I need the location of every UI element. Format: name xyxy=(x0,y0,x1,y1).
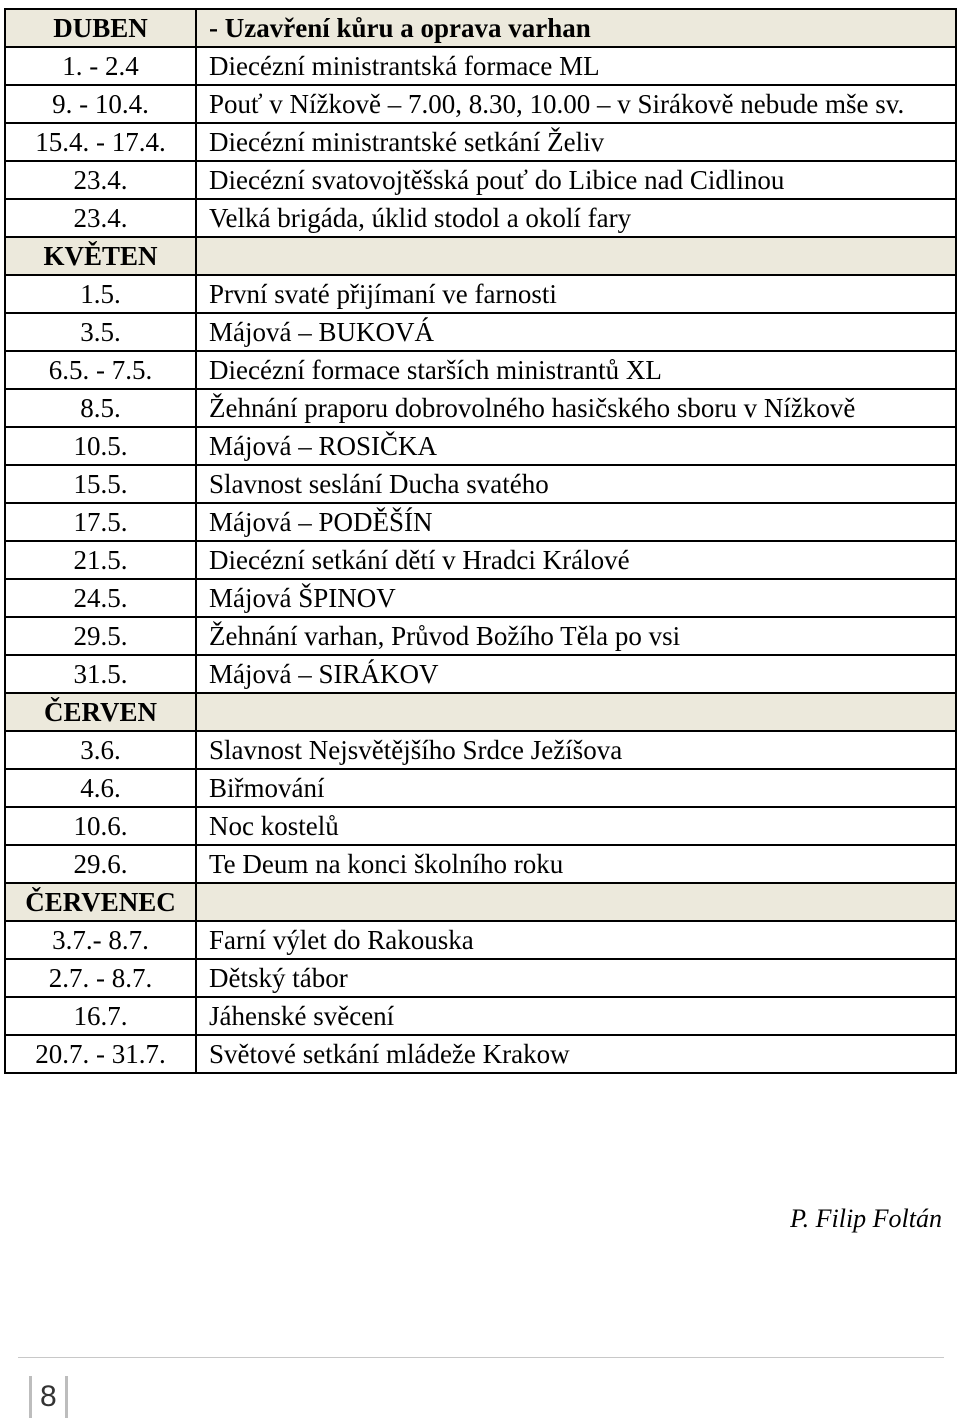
schedule-table xyxy=(4,8,957,1074)
month-note: - Uzavření kůru a oprava varhan xyxy=(196,9,956,47)
event-date: 15.5. xyxy=(5,465,196,503)
event-date: 2.7. - 8.7. xyxy=(5,959,196,997)
table-row xyxy=(5,275,956,313)
event-date: 17.5. xyxy=(5,503,196,541)
month-row xyxy=(5,237,956,275)
event-text: Noc kostelů xyxy=(196,807,956,845)
event-date: 21.5. xyxy=(5,541,196,579)
page-number: 8 xyxy=(29,1376,68,1418)
table-row xyxy=(5,389,956,427)
month-name: ČERVENEC xyxy=(5,883,196,921)
event-text: Májová ŠPINOV xyxy=(196,579,956,617)
event-date: 23.4. xyxy=(5,199,196,237)
event-text: Žehnání praporu dobrovolného hasičského sboru v Nížkově xyxy=(196,389,956,427)
event-date: 24.5. xyxy=(5,579,196,617)
event-text: Farní výlet do Rakouska xyxy=(196,921,956,959)
table-row xyxy=(5,85,956,123)
event-date: 23.4. xyxy=(5,161,196,199)
event-date: 29.6. xyxy=(5,845,196,883)
event-date: 10.5. xyxy=(5,427,196,465)
table-row xyxy=(5,465,956,503)
table-row xyxy=(5,731,956,769)
month-row xyxy=(5,9,956,47)
event-text: Slavnost Nejsvětějšího Srdce Ježíšova xyxy=(196,731,956,769)
event-date: 3.6. xyxy=(5,731,196,769)
event-text: První svaté přijímaní ve farnosti xyxy=(196,275,956,313)
event-date: 6.5. - 7.5. xyxy=(5,351,196,389)
event-date: 3.5. xyxy=(5,313,196,351)
table-row xyxy=(5,845,956,883)
signature: P. Filip Foltán xyxy=(790,1204,942,1233)
event-date: 4.6. xyxy=(5,769,196,807)
month-row xyxy=(5,883,956,921)
event-text: Májová – PODĚŠÍN xyxy=(196,503,956,541)
event-date: 16.7. xyxy=(5,997,196,1035)
event-date: 10.6. xyxy=(5,807,196,845)
table-row xyxy=(5,769,956,807)
event-text: Diecézní svatovojtěšská pouť do Libice nad Cidlinou xyxy=(196,161,956,199)
month-note xyxy=(196,237,956,275)
table-row xyxy=(5,541,956,579)
event-text: Světové setkání mládeže Krakow xyxy=(196,1035,956,1073)
table-row xyxy=(5,427,956,465)
event-date: 20.7. - 31.7. xyxy=(5,1035,196,1073)
event-text: Te Deum na konci školního roku xyxy=(196,845,956,883)
event-text: Biřmování xyxy=(196,769,956,807)
table-row xyxy=(5,617,956,655)
month-name: DUBEN xyxy=(5,9,196,47)
month-note xyxy=(196,693,956,731)
month-row xyxy=(5,693,956,731)
table-row xyxy=(5,47,956,85)
table-row xyxy=(5,655,956,693)
table-row xyxy=(5,921,956,959)
event-date: 1.5. xyxy=(5,275,196,313)
event-text: Žehnání varhan, Průvod Božího Těla po vsi xyxy=(196,617,956,655)
month-name: KVĚTEN xyxy=(5,237,196,275)
event-text: Dětský tábor xyxy=(196,959,956,997)
event-date: 29.5. xyxy=(5,617,196,655)
table-row xyxy=(5,123,956,161)
month-note xyxy=(196,883,956,921)
event-text: Velká brigáda, úklid stodol a okolí fary xyxy=(196,199,956,237)
event-date: 15.4. - 17.4. xyxy=(5,123,196,161)
event-text: Slavnost seslání Ducha svatého xyxy=(196,465,956,503)
table-row xyxy=(5,807,956,845)
table-row xyxy=(5,351,956,389)
event-text: Diecézní ministrantská formace ML xyxy=(196,47,956,85)
event-date: 31.5. xyxy=(5,655,196,693)
table-row xyxy=(5,313,956,351)
table-row xyxy=(5,1035,956,1073)
footer-divider xyxy=(18,1357,944,1358)
event-date: 3.7.- 8.7. xyxy=(5,921,196,959)
event-text: Májová – SIRÁKOV xyxy=(196,655,956,693)
table-row xyxy=(5,579,956,617)
table-row xyxy=(5,997,956,1035)
month-name: ČERVEN xyxy=(5,693,196,731)
event-date: 1. - 2.4 xyxy=(5,47,196,85)
table-row xyxy=(5,503,956,541)
table-row xyxy=(5,959,956,997)
event-text: Diecézní ministrantské setkání Želiv xyxy=(196,123,956,161)
event-date: 9. - 10.4. xyxy=(5,85,196,123)
event-date: 8.5. xyxy=(5,389,196,427)
event-text: Jáhenské svěcení xyxy=(196,997,956,1035)
event-text: Diecézní formace starších ministrantů XL xyxy=(196,351,956,389)
event-text: Májová – BUKOVÁ xyxy=(196,313,956,351)
event-text: Pouť v Nížkově – 7.00, 8.30, 10.00 – v Sirákově nebude mše sv. xyxy=(196,85,956,123)
table-row xyxy=(5,199,956,237)
event-text: Diecézní setkání dětí v Hradci Králové xyxy=(196,541,956,579)
event-text: Májová – ROSIČKA xyxy=(196,427,956,465)
table-row xyxy=(5,161,956,199)
